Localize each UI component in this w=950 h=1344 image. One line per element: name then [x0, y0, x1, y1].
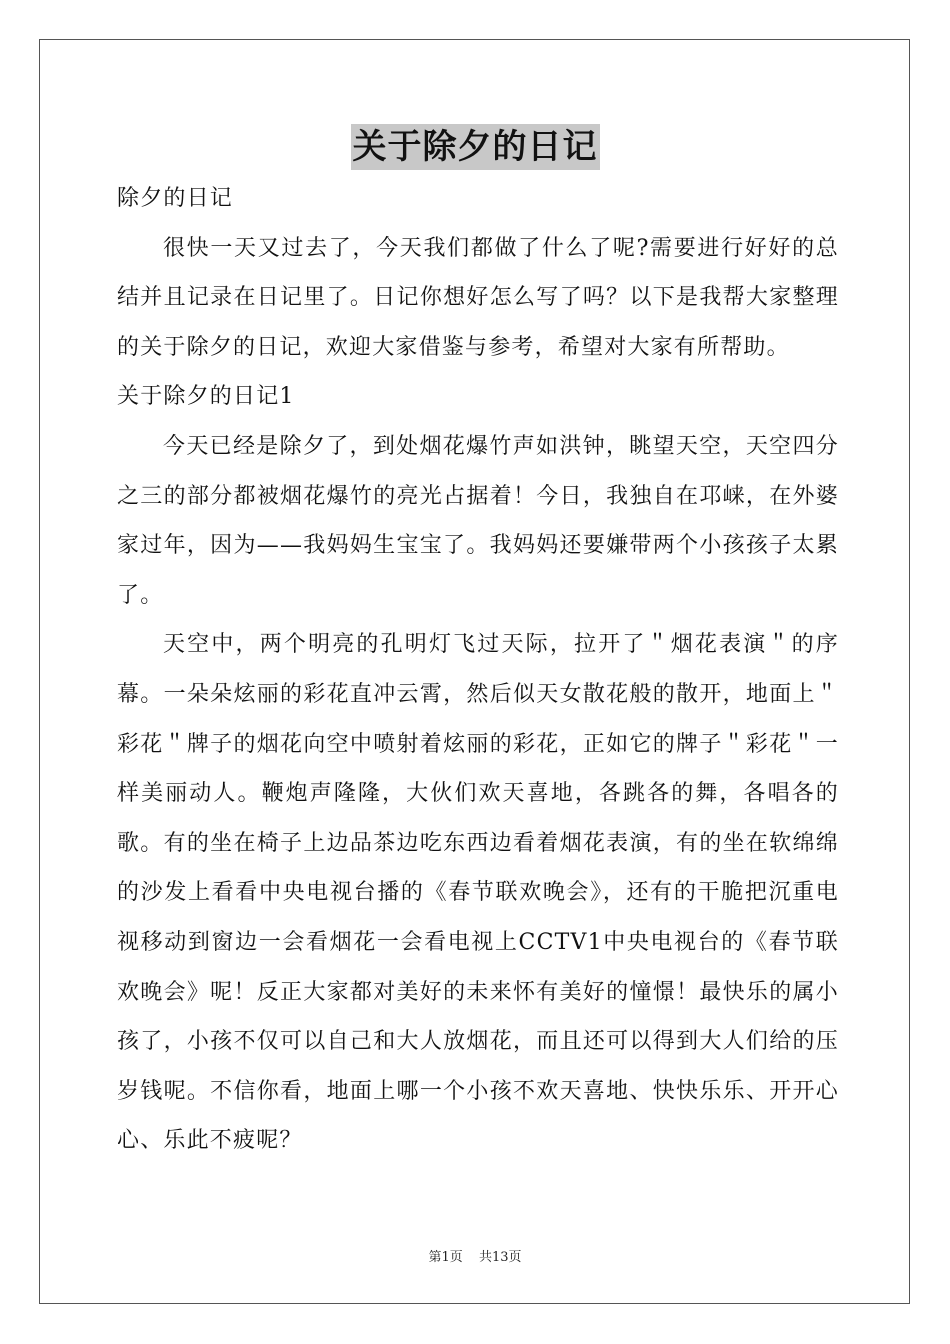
section-paragraph-1: 今天已经是除夕了，到处烟花爆竹声如洪钟，眺望天空，天空四分之三的部分都被烟花爆竹的亮光占据着！今日，我独自在邛崃，在外婆家过年，因为——我妈妈生宝宝了。我妈妈还要嫌带两个小孩孩子太累了。 [117, 433, 839, 608]
document-title: 关于除夕的日记 [351, 124, 600, 170]
document-body [117, 174, 839, 1166]
section-heading: 关于除夕的日记1 [117, 384, 295, 410]
section-paragraph-2: 天空中，两个明亮的孔明灯飞过天际，拉开了＂烟花表演＂的序幕。一朵朵炫丽的彩花直冲云霄，然后似天女散花般的散开，地面上＂彩花＂牌子的烟花向空中喷射着炫丽的彩花，正如它的牌子＂彩花＂一样美丽动人。鞭炮声隆隆，大伙们欢天喜地，各跳各的舞，各唱各的歌。有的坐在椅子上边品茶边吃东西边看着烟花表演，有的坐在软绵绵的沙发上看看中央电视台播的《春节联欢晚会》，还有的干脆把沉重电视移动到窗边一会看烟花一会看电视上CCTV1中央电视台的《春节联欢晚会》呢！反正大家都对美好的未来怀有美好的憧憬！最快乐的属小孩了，小孩不仅可以自己和大人放烟花，而且还可以得到大人们给的压岁钱呢。不信你看，地面上哪一个小孩不欢天喜地、快快乐乐、开开心心、乐此不疲呢？ [117, 632, 839, 1154]
intro-paragraph: 很快一天又过去了，今天我们都做了什么了呢?需要进行好好的总结并且记录在日记里了。日记你想好怎么写了吗？以下是我帮大家整理的关于除夕的日记，欢迎大家借鉴与参考，希望对大家有所帮助。 [117, 235, 839, 360]
title-container [0, 124, 950, 170]
page-number-total: 共13页 [478, 1250, 522, 1265]
document-subtitle: 除夕的日记 [117, 186, 234, 211]
page-footer [0, 1246, 950, 1265]
page-number-current: 第1页 [428, 1250, 463, 1265]
